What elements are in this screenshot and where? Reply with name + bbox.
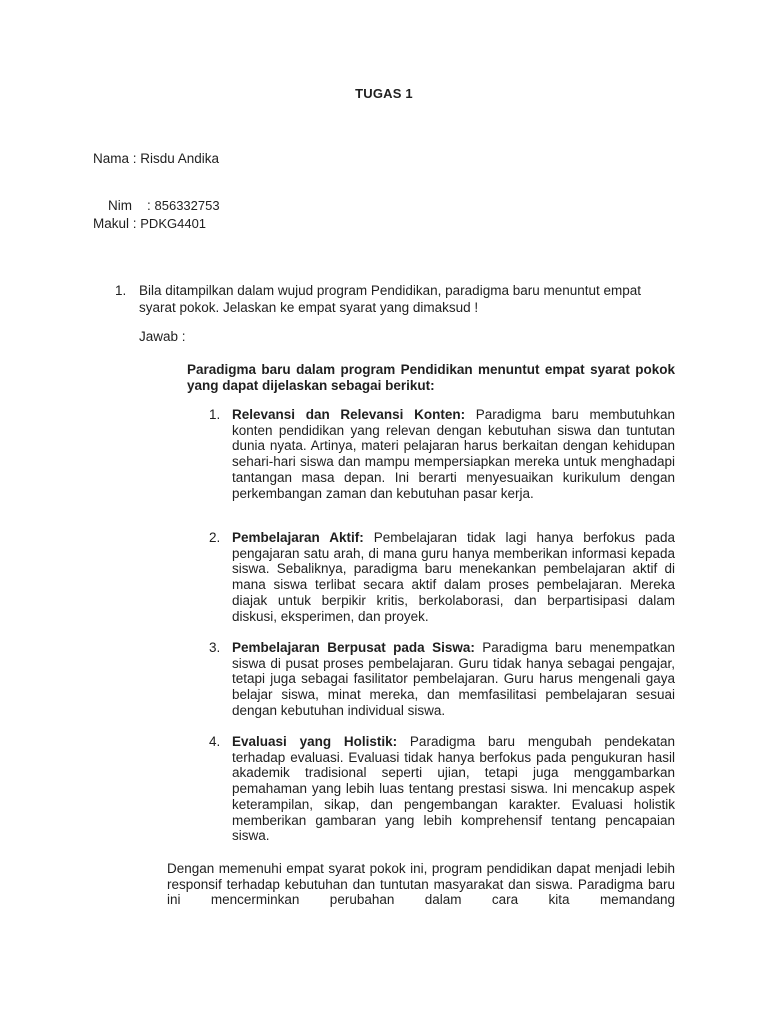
item-heading: Relevansi dan Relevansi Konten: [232, 407, 466, 422]
item-heading: Pembelajaran Aktif: [232, 530, 364, 545]
course-line [93, 216, 206, 231]
answer-intro: Paradigma baru dalam program Pendidikan menuntut empat syarat pokok yang dapat dijelaskan sebagai berikut: [187, 362, 675, 393]
item-body: Paradigma baru membutuhkan konten pendidikan yang relevan dengan kebutuhan siswa dan tuntutan dunia nyata. Artinya, materi pelajaran harus berkaitan dengan kehidupan sehari-hari siswa dan mampu mempersiapkan mereka untuk menghadapi tantangan masa depan. Ini berarti menyesuaikan kurikulum dengan perkembangan zaman dan kebutuhan pasar kerja. [232, 407, 675, 501]
answer-label: Jawab : [139, 329, 186, 344]
item-heading: Evaluasi yang Holistik: [232, 734, 398, 749]
item-number: 1. [209, 407, 221, 422]
course-value: PDKG4401 [140, 216, 207, 231]
item-number: 3. [209, 640, 221, 655]
list-item-evaluasi-holistik [232, 734, 675, 844]
item-number: 2. [209, 530, 221, 545]
course-label: Makul : [93, 216, 141, 231]
nim-label: Nim : [108, 198, 155, 213]
document-title: TUGAS 1 [355, 86, 413, 101]
item-heading: Pembelajaran Berpusat pada Siswa: [232, 640, 475, 655]
item-number: 4. [209, 734, 221, 749]
closing-paragraph: Dengan memenuhi empat syarat pokok ini, program pendidikan dapat menjadi lebih responsif terhadap kebutuhan dan tuntutan masyarakat dan siswa. Paradigma baru ini mencerminkan perubahan dalam cara kita memandang [167, 861, 675, 908]
name-value: Risdu Andika [140, 151, 220, 166]
question-text: Bila ditampilkan dalam wujud program Pendidikan, paradigma baru menuntut empat syarat pokok. Jelaskan ke empat syarat yang dimaksud ! [139, 283, 642, 315]
list-item-berpusat-siswa [232, 640, 675, 719]
question-number: 1. [115, 283, 127, 298]
item-body: Paradigma baru menempatkan siswa di pusat proses pembelajaran. Guru tidak hanya sebagai pengajar, tetapi juga sebagai fasilitator pembelajaran. Guru harus mengenali gaya belajar siswa, minat mereka, dan memfasilitasi pembelajaran sesuai dengan kebutuhan individual siswa. [232, 640, 676, 718]
name-label: Nama : [93, 151, 141, 166]
item-body: Paradigma baru mengubah pendekatan terhadap evaluasi. Evaluasi tidak hanya berfokus pada pengukuran hasil akademik tradisional seperti ujian, tetapi juga menggambarkan pemahaman yang lebih luas tentang prestasi siswa. Ini mencakup aspek keterampilan, sikap, dan pengembangan karakter. Evaluasi holistik memberikan gambaran yang lebih komprehensif tentang pencapaian siswa. [232, 734, 675, 844]
list-item-relevansi [232, 407, 675, 501]
list-item-pembelajaran-aktif [232, 530, 675, 624]
nim-value: 856332753 [154, 198, 220, 213]
name-line [93, 151, 219, 166]
item-body: Pembelajaran tidak lagi hanya berfokus pada pengajaran satu arah, di mana guru hanya memberikan informasi kepada siswa. Sebaliknya, paradigma baru menekankan pembelajaran aktif di mana siswa terlibat secara aktif dalam proses pembelajaran. Mereka diajak untuk berpikir kritis, berkolaborasi, dan berpartisipasi dalam diskusi, eksperimen, dan proyek. [232, 530, 675, 624]
